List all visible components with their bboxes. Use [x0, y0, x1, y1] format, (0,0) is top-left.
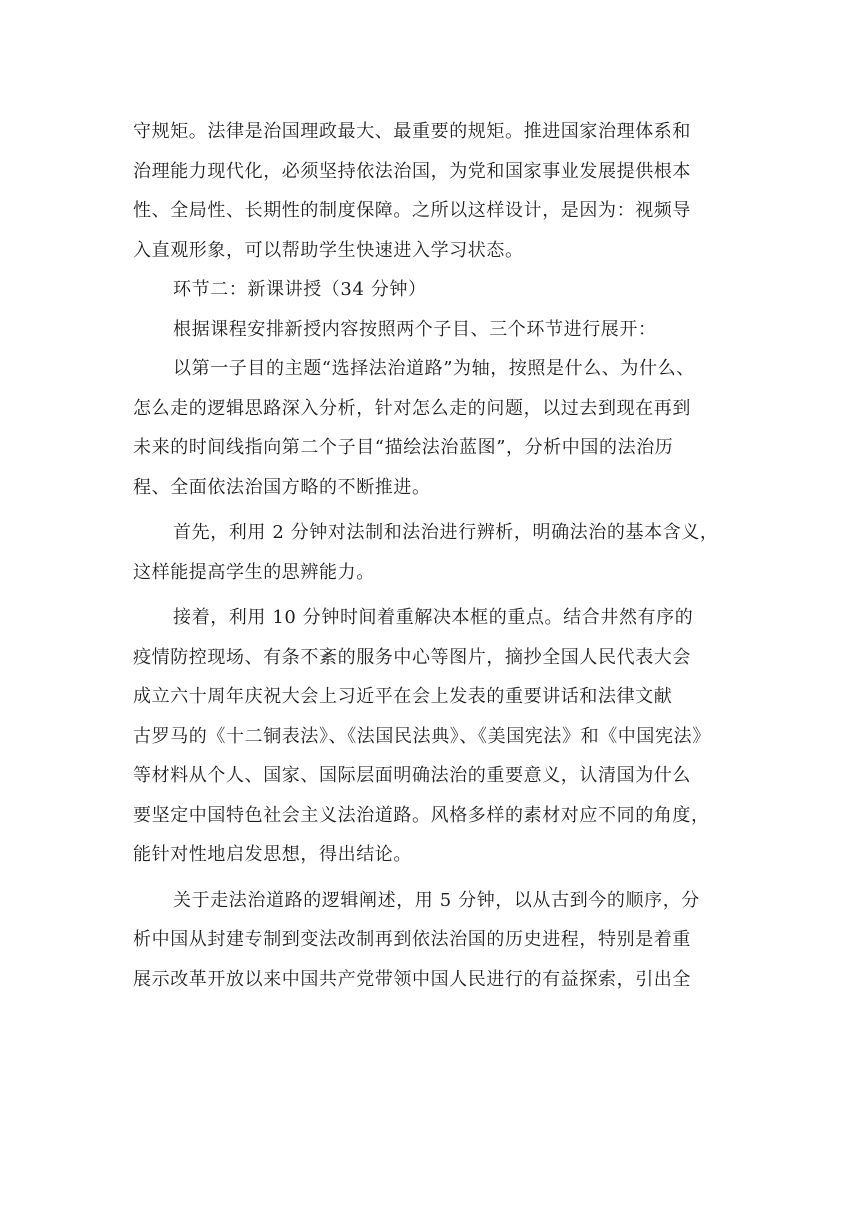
- paragraph: [133, 598, 731, 875]
- text-line: 等材料从个人、国家、国际层面明确法治的重要意义，认清国为什么: [133, 765, 691, 786]
- paragraph: [133, 270, 731, 310]
- text-line: 守规矩。法律是治国理政最大、最重要的规矩。推进国家治理体系和: [133, 121, 691, 142]
- paragraph: [133, 881, 731, 1000]
- text-line: 析中国从封建专制到变法改制再到依法治国的历史进程，特别是着重: [133, 929, 691, 950]
- paragraph: [133, 310, 731, 350]
- text-line: 怎么走的逻辑思路深入分析，针对怎么走的问题，以过去到现在再到: [133, 397, 691, 419]
- text-line: 根据课程安排新授内容按照两个子目、三个环节进行展开：: [173, 318, 657, 340]
- document-body: [133, 112, 731, 999]
- text-line: 未来的时间线指向第二个子目“描绘法治蓝图”，分析中国的法治历: [133, 437, 674, 458]
- text-line: 展示改革开放以来中国共产党带领中国人民进行的有益探索，引出全: [133, 968, 691, 990]
- text-line: 程、全面依法治国方略的不断推进。: [133, 476, 431, 498]
- text-line: 接着，利用 10 分钟时间着重解决本框的重点。结合井然有序的: [173, 607, 694, 628]
- paragraph: [133, 349, 731, 507]
- text-line: 关于走法治道路的逻辑阐述，用 5 分钟，以从古到今的顺序，分: [173, 889, 700, 911]
- text-line: 要坚定中国特色社会主义法治道路。风格多样的素材对应不同的角度，: [133, 804, 710, 826]
- text-line: 治理能力现代化，必须坚持依法治国，为党和国家事业发展提供根本: [133, 160, 691, 182]
- text-line: 成立六十周年庆祝大会上习近平在会上发表的重要讲话和法律文献: [133, 686, 673, 707]
- text-line: 古罗马的《十二铜表法》、《法国民法典》、《美国宪法》和《中国宪法》: [133, 725, 711, 747]
- text-line: 这样能提高学生的思辨能力。: [133, 561, 375, 583]
- paragraph: [133, 513, 731, 592]
- text-line: 首先，利用 2 分钟对法制和法治进行辨析，明确法治的基本含义，: [173, 522, 719, 543]
- text-line: 能针对性地启发思想，得出结论。: [133, 844, 412, 865]
- text-line: 以第一子目的主题“选择法治道路”为轴，按照是什么、为什么、: [173, 358, 695, 379]
- text-line: 性、全局性、长期性的制度保障。之所以这样设计，是因为：视频导: [133, 200, 691, 221]
- text-line: 疫情防控现场、有条不紊的服务中心等图片，摘抄全国人民代表大会: [133, 646, 691, 668]
- text-line: 环节二：新课讲授（34 分钟）: [173, 279, 427, 300]
- paragraph: [133, 112, 731, 270]
- text-line: 入直观形象，可以帮助学生快速进入学习状态。: [133, 239, 524, 261]
